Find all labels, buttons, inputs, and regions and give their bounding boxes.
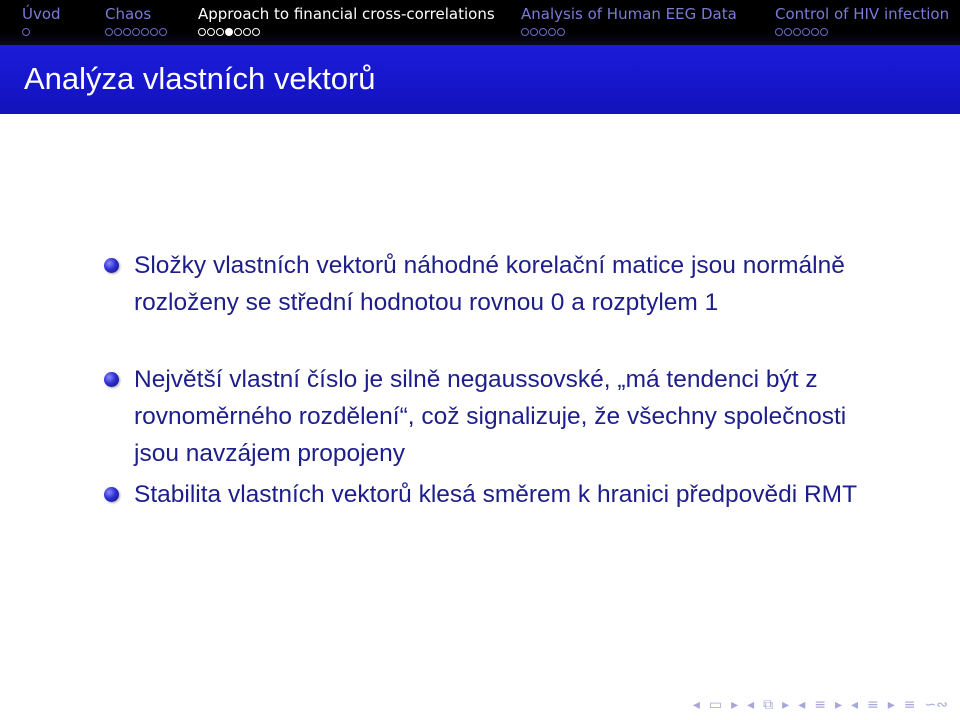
frame-dot-icon[interactable]	[802, 28, 810, 36]
frame-dot-icon[interactable]	[820, 28, 828, 36]
ball-bullet-icon	[104, 372, 119, 387]
nav-section-chaos[interactable]	[105, 5, 167, 39]
nav-left-icon[interactable]: ◂	[851, 697, 859, 713]
nav-align-icon[interactable]: ≡	[903, 697, 916, 713]
bullet-text: Složky vlastních vektorů náhodné korelační matice jsou normálně rozloženy se střední hodnotou rovnou 0 a rozptylem 1	[134, 252, 845, 316]
bullet-text: Stabilita vlastních vektorů klesá směrem k hranici předpovědi RMT	[134, 481, 858, 508]
nav-section-eeg-analysis[interactable]	[521, 5, 737, 39]
frame-dot-icon[interactable]	[216, 28, 224, 36]
frame-dot-icon[interactable]	[198, 28, 206, 36]
nav-section-dots	[198, 25, 495, 39]
nav-section-label[interactable]: Control of HIV infection	[775, 5, 950, 23]
nav-right-icon[interactable]: ▸	[731, 697, 739, 713]
nav-section-hiv-control[interactable]	[775, 5, 949, 39]
nav-subsection-icon[interactable]: ⧉	[763, 697, 774, 713]
frame-dot-icon[interactable]	[22, 28, 30, 36]
frame-dot-icon[interactable]	[132, 28, 140, 36]
frame-dot-icon[interactable]	[123, 28, 131, 36]
frame-dot-icon[interactable]	[207, 28, 215, 36]
frame-dot-icon[interactable]	[234, 28, 242, 36]
frame-dot-icon[interactable]	[252, 28, 260, 36]
frame-dot-icon[interactable]	[114, 28, 122, 36]
frame-dot-icon[interactable]	[150, 28, 158, 36]
nav-section-icon[interactable]: ≡	[814, 697, 826, 713]
bullet-item	[134, 247, 874, 321]
nav-section-label[interactable]: Úvod	[22, 5, 61, 23]
nav-section-dots	[22, 25, 61, 39]
nav-section-uvod[interactable]	[22, 5, 61, 39]
nav-doc-icon[interactable]: ≡	[867, 697, 879, 713]
nav-right-icon[interactable]: ▸	[834, 697, 842, 713]
nav-section-dots	[105, 25, 167, 39]
nav-section-dots	[521, 25, 737, 39]
ball-bullet-icon	[104, 487, 119, 502]
nav-right-icon[interactable]: ▸	[782, 697, 790, 713]
nav-section-financial-cross-correlations[interactable]	[198, 5, 495, 39]
nav-right-icon[interactable]: ▸	[887, 697, 895, 713]
frame-dot-icon[interactable]	[811, 28, 819, 36]
bullet-item	[134, 476, 874, 513]
frame-dot-icon[interactable]	[539, 28, 547, 36]
nav-section-dots	[775, 25, 949, 39]
frame-dot-icon[interactable]	[141, 28, 149, 36]
frame-dot-icon[interactable]	[548, 28, 556, 36]
nav-left-icon[interactable]: ◂	[798, 697, 806, 713]
frame-dot-icon[interactable]	[105, 28, 113, 36]
frame-dot-icon[interactable]	[225, 28, 233, 36]
frame-dot-icon[interactable]	[784, 28, 792, 36]
beamer-navigation-symbols	[693, 698, 948, 712]
bullet-text: Největší vlastní číslo je silně negaussovské, „má tendenci být z rovnoměrného rozdělení“, což signalizuje, že všechny společnosti jsou navzájem propojeny	[134, 366, 847, 467]
frame-dot-icon[interactable]	[159, 28, 167, 36]
nav-left-icon[interactable]: ◂	[747, 697, 755, 713]
frame-dot-icon[interactable]	[521, 28, 529, 36]
nav-frame-icon[interactable]: ▭	[708, 697, 723, 713]
page-title: Analýza vlastních vektorů	[24, 61, 376, 96]
nav-section-label[interactable]: Chaos	[105, 5, 152, 23]
frame-dot-icon[interactable]	[243, 28, 251, 36]
ball-bullet-icon	[104, 258, 119, 273]
nav-section-label[interactable]: Approach to financial cross-correlations	[198, 5, 495, 23]
nav-section-label[interactable]: Analysis of Human EEG Data	[521, 5, 737, 23]
frame-dot-icon[interactable]	[775, 28, 783, 36]
frame-dot-icon[interactable]	[793, 28, 801, 36]
nav-search-icon[interactable]: ∽∾	[924, 697, 948, 713]
nav-left-icon[interactable]: ◂	[692, 697, 700, 713]
section-navigation-bar	[0, 0, 960, 45]
frame-dot-icon[interactable]	[530, 28, 538, 36]
bullet-item	[134, 361, 874, 472]
frame-dot-icon[interactable]	[557, 28, 565, 36]
